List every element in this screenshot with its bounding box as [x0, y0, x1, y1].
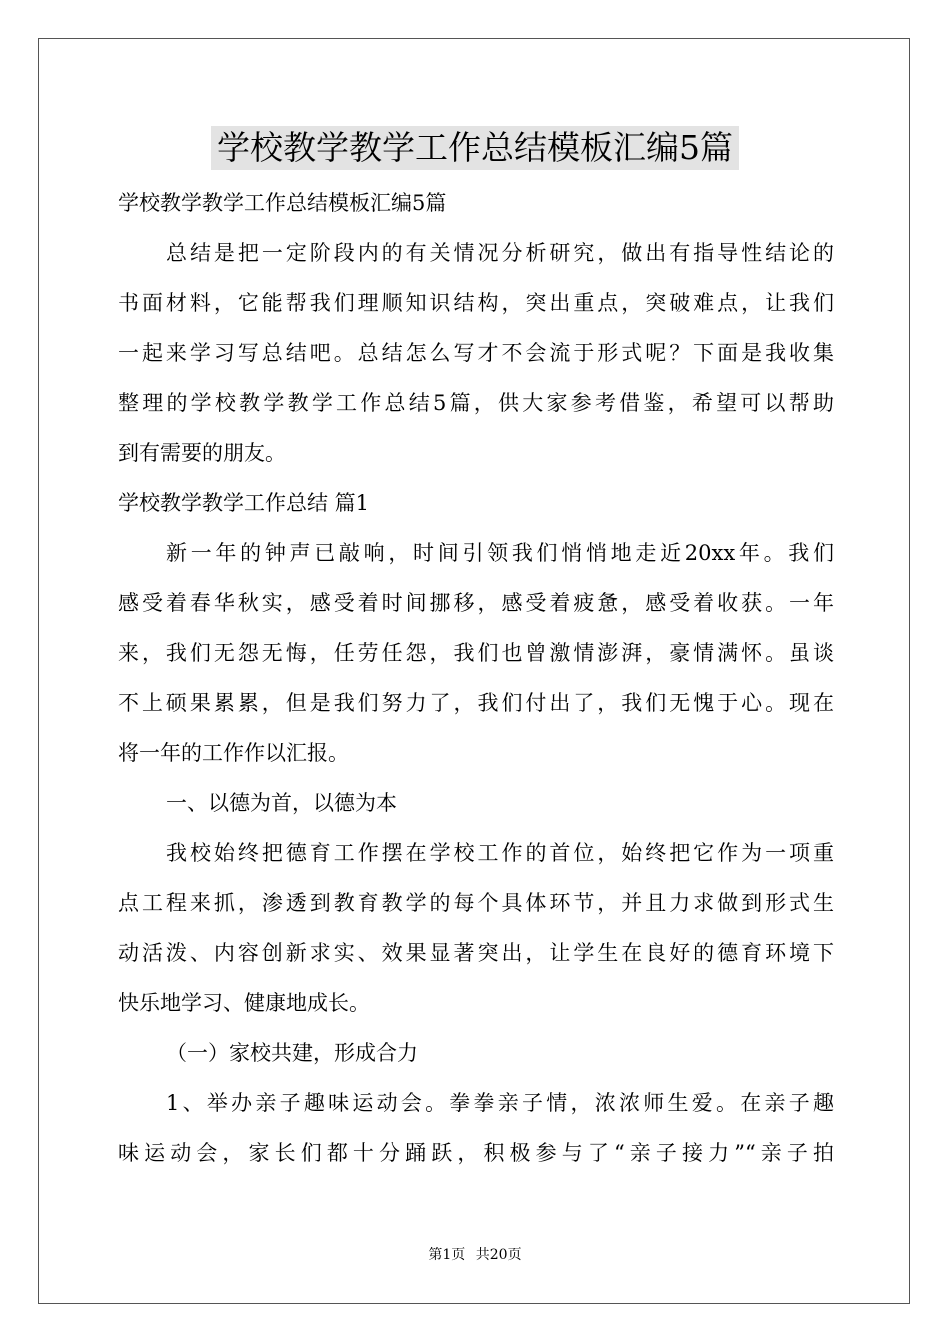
paragraph-line: 味运动会，家长们都十分踊跃，积极参与了“亲子接力”“亲子拍	[118, 1141, 834, 1165]
paragraph-line: 到有需要的朋友。	[118, 441, 286, 465]
paragraph-line: 将一年的工作作以汇报。	[118, 741, 349, 765]
subheading-line: （一）家校共建，形成合力	[166, 1041, 418, 1065]
document-title: 学校教学教学工作总结模板汇编5篇	[211, 126, 739, 170]
paragraph-line: 动活泼、内容创新求实、效果显著突出，让学生在良好的德育环境下	[118, 941, 834, 965]
document-body	[118, 178, 834, 1178]
paragraph-line: 书面材料，它能帮我们理顺知识结构，突出重点，突破难点，让我们	[118, 291, 834, 315]
paragraph-line: 来，我们无怨无悔，任劳任怨，我们也曾激情澎湃，豪情满怀。虽谈	[118, 641, 834, 665]
paragraph-line: 1、举办亲子趣味运动会。拳拳亲子情，浓浓师生爱。在亲子趣	[166, 1091, 834, 1115]
subtitle-line: 学校教学教学工作总结模板汇编5篇	[118, 191, 447, 215]
page-total: 共20页	[475, 1247, 522, 1263]
section-heading: 学校教学教学工作总结 篇1	[118, 491, 370, 515]
page-footer	[0, 1245, 950, 1265]
paragraph-line: 感受着春华秋实，感受着时间挪移，感受着疲惫，感受着收获。一年	[118, 591, 834, 615]
paragraph-line: 总结是把一定阶段内的有关情况分析研究，做出有指导性结论的	[166, 241, 834, 265]
page-number: 第1页	[428, 1247, 466, 1263]
paragraph-line: 新一年的钟声已敲响，时间引领我们悄悄地走近20xx年。我们	[166, 541, 834, 565]
paragraph-line: 我校始终把德育工作摆在学校工作的首位，始终把它作为一项重	[166, 841, 834, 865]
title-wrap	[0, 126, 950, 170]
paragraph-line: 整理的学校教学教学工作总结5篇，供大家参考借鉴，希望可以帮助	[118, 391, 834, 415]
paragraph-line: 不上硕果累累，但是我们努力了，我们付出了，我们无愧于心。现在	[118, 691, 834, 715]
paragraph-line: 点工程来抓，渗透到教育教学的每个具体环节，并且力求做到形式生	[118, 891, 834, 915]
paragraph-line: 一起来学习写总结吧。总结怎么写才不会流于形式呢？下面是我收集	[118, 341, 834, 365]
subheading-line: 一、以德为首，以德为本	[166, 791, 397, 815]
paragraph-line: 快乐地学习、健康地成长。	[118, 991, 370, 1015]
